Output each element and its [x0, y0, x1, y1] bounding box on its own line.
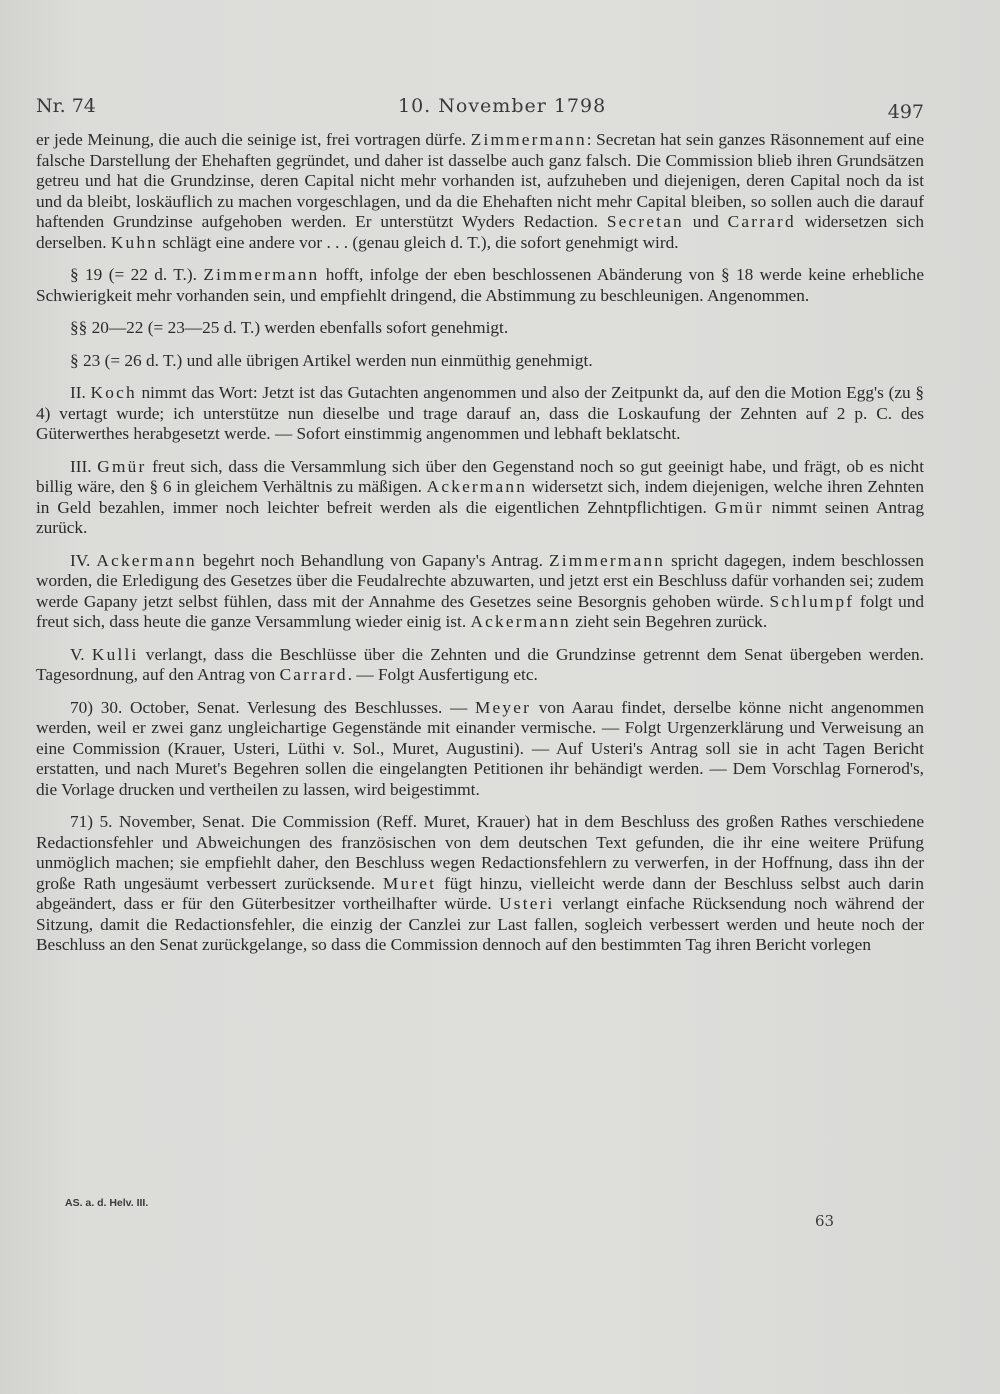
speaker-name: Usteri: [499, 894, 555, 913]
paragraph-text: widersetzt sich, indem diejenigen, welche ihren Zehnten in Geld bezahlen, immer noch leichter befreit werden als die eigentlichen Zehntpflichtigen.: [36, 477, 924, 517]
paragraph: [36, 265, 924, 306]
paragraph-text: hofft, infolge der eben beschlossenen Abänderung von § 18 werde keine erhebliche Schwierigkeit mehr vorhanden sein, und empfiehlt dringend, die Abstimmung zu beschleunigen. Angenommen.: [36, 265, 924, 305]
paragraph-text: schlägt eine andere vor . . . (genau gleich d. T.), die sofort genehmigt wird.: [158, 232, 679, 252]
paragraph-text: §§ 20—22 (= 23—25 d. T.) werden ebenfalls sofort genehmigt.: [70, 318, 509, 337]
paragraph: [36, 130, 924, 253]
paragraph: [36, 457, 924, 539]
paragraph-text: folgt und freut sich, dass heute die ganze Versammlung wieder einig ist.: [36, 591, 925, 631]
paragraph-text: verlangt einfache Rücksendung noch während der Sitzung, damit die Redactionsfehler, die einzig der Canzlei zur Last fallen, sogleich verbessert werden und heute noch der Beschluss an den Senat zurückgelange, so dass die Commission dennoch auf den bestimmten Tag ihren Bericht vorlegen: [36, 894, 924, 954]
speaker-name: Ackermann: [426, 477, 528, 496]
paragraph-text: widersetzen sich derselben.: [36, 212, 924, 252]
issue-number: Nr. 74: [36, 95, 96, 117]
paragraph-text: III.: [70, 456, 98, 476]
speaker-name: Muret: [382, 873, 437, 893]
paragraph-text: § 23 (= 26 d. T.) und alle übrigen Artikel werden nun einmüthig genehmigt.: [70, 350, 593, 370]
paragraph-text: begehrt noch Behandlung von Gapany's Antrag.: [196, 550, 550, 570]
paragraph-text: . — Folgt Ausfertigung etc.: [347, 665, 538, 684]
speaker-name: Zimmermann: [549, 550, 666, 570]
paragraph-text: IV.: [70, 550, 97, 570]
speaker-name: Zimmermann: [203, 265, 320, 284]
paragraph-text: 71) 5. November, Senat. Die Commission (Reff. Muret, Krauer) hat in dem Beschluss des großen Rathes verschiedene Redactionsfehler und Abweichungen des französischen von dem deutschen Text gefunden, die ihr eine weitere Prüfung unmöglich machen; sie empfiehlt daher, den Beschluss wegen Redactionsfehlern zu verwerfen, in der Hoffnung, dass ihn der große Rath ungesäumt verbessert zurücksende.: [36, 812, 924, 893]
page-body: [36, 130, 924, 968]
speaker-name: Schlumpf: [769, 591, 855, 611]
paragraph-text: 70) 30. October, Senat. Verlesung des Beschlusses. —: [70, 697, 475, 717]
paragraph-text: er jede Meinung, die auch die seinige ist, frei vortragen dürfe.: [36, 130, 471, 149]
speaker-name: Kulli: [91, 644, 139, 664]
paragraph: [36, 698, 924, 801]
paragraph-text: von Aarau findet, derselbe könne nicht angenommen werden, weil er zwei ganz ungleichartige Gegenstände mit einander vermische. — Folgt Urgenzerklärung und Verweisung an eine Commission (Krauer, Usteri, Lüthi v. Sol., Muret, Augustini). — Auf Usteri's Antrag soll sie in acht Tagen Bericht erstatten, und nach Muret's Begehren sollen die eingelangten Petitionen ihr behändigt werden. — Dem Vorschlag Fornerod's, die Vorlage drucken und vertheilen zu lassen, wird beigestimmt.: [36, 697, 924, 799]
paragraph-text: § 19 (= 22 d. T.).: [70, 265, 204, 284]
paragraph: [36, 351, 924, 372]
paragraph-text: zieht sein Begehren zurück.: [570, 612, 768, 631]
speaker-name: Kuhn: [110, 232, 159, 252]
paragraph-text: II.: [70, 383, 91, 402]
speaker-name: Carrard: [727, 212, 796, 231]
paragraph: [36, 318, 924, 339]
speaker-name: Secretan: [606, 212, 684, 231]
paragraph-text: und: [683, 212, 728, 231]
speaker-name: Meyer: [474, 697, 532, 717]
speaker-name: Ackermann: [96, 550, 197, 570]
paragraph-text: : Secretan hat sein ganzes Räsonnement auf eine falsche Darstellung der Ehehaften gegründet, und daher ist dasselbe auch ganz falsch. Die Commission blieb ihren Grundsätzen getreu und hat die Grundzinse, deren Capital nicht mehr vorhanden ist, aufzuheben und diejenigen, deren Capital noch da ist und da bleibt, loskäuflich zu machen vorgeschlagen, und da die Ehehaften nicht mehr Capital bleiben, so sollen auch die darauf haftenden Grundzinse aufgehoben werden. Er unterstützt Wyders Redaction.: [36, 130, 925, 231]
speaker-name: Gmür: [97, 456, 147, 476]
paragraph: [36, 812, 924, 956]
header-date: 10. November 1798: [398, 95, 607, 117]
paragraph-text: nimmt das Wort: Jetzt ist das Gutachten angenommen und also der Zeitpunkt da, auf den die Motion Egg's (zu § 4) vertagt wurde; ich unterstütze nun dieselbe und trage darauf an, dass die Loskaufung der Zehnten auf 2 p. C. des Güterwerthes herabgesetzt werde. — Sofort einstimmig angenommen und lebhaft beklatscht.: [36, 383, 924, 443]
speaker-name: Koch: [90, 383, 137, 402]
publication-signature: AS. a. d. Helv. III.: [65, 1197, 149, 1209]
paragraph: [36, 383, 924, 445]
speaker-name: Ackermann: [470, 612, 571, 631]
speaker-name: Gmür: [714, 497, 764, 517]
paragraph-text: fügt hinzu, vielleicht werde dann der Beschluss selbst auch darin abgeändert, dass er für den Güterbesitzer vortheilhafter würde.: [36, 873, 924, 913]
speaker-name: Zimmermann: [470, 130, 587, 149]
page-number: 497: [887, 101, 924, 123]
paragraph: [36, 645, 924, 686]
paragraph-text: verlangt, dass die Beschlüsse über die Zehnten und die Grundzinse getrennt dem Senat übergeben werden. Tagesordnung, auf den Antrag von: [36, 644, 924, 684]
paragraph: [36, 551, 924, 633]
paragraph-text: V.: [70, 644, 92, 664]
paragraph-text: freut sich, dass die Versammlung sich über den Gegenstand noch so gut geeinigt habe, und frägt, ob es nicht billig wäre, den § 6 in gleichem Verhältnis zu mäßigen.: [36, 456, 924, 496]
sheet-number: 63: [815, 1212, 835, 1230]
paragraph-text: nimmt seinen Antrag zurück.: [36, 497, 924, 537]
speaker-name: Carrard: [279, 665, 348, 684]
page-header: [36, 95, 924, 125]
paragraph-text: spricht dagegen, indem beschlossen worden, die Erledigung des Gesetzes über die Feudalrechte abzuwarten, und jetzt erst ein Beschluss dafür vorhanden sei; zudem werde Gapany jetzt selbst fühlen, dass mit der Annahme des Gesetzes seine Besorgnis gehoben würde.: [36, 550, 924, 611]
